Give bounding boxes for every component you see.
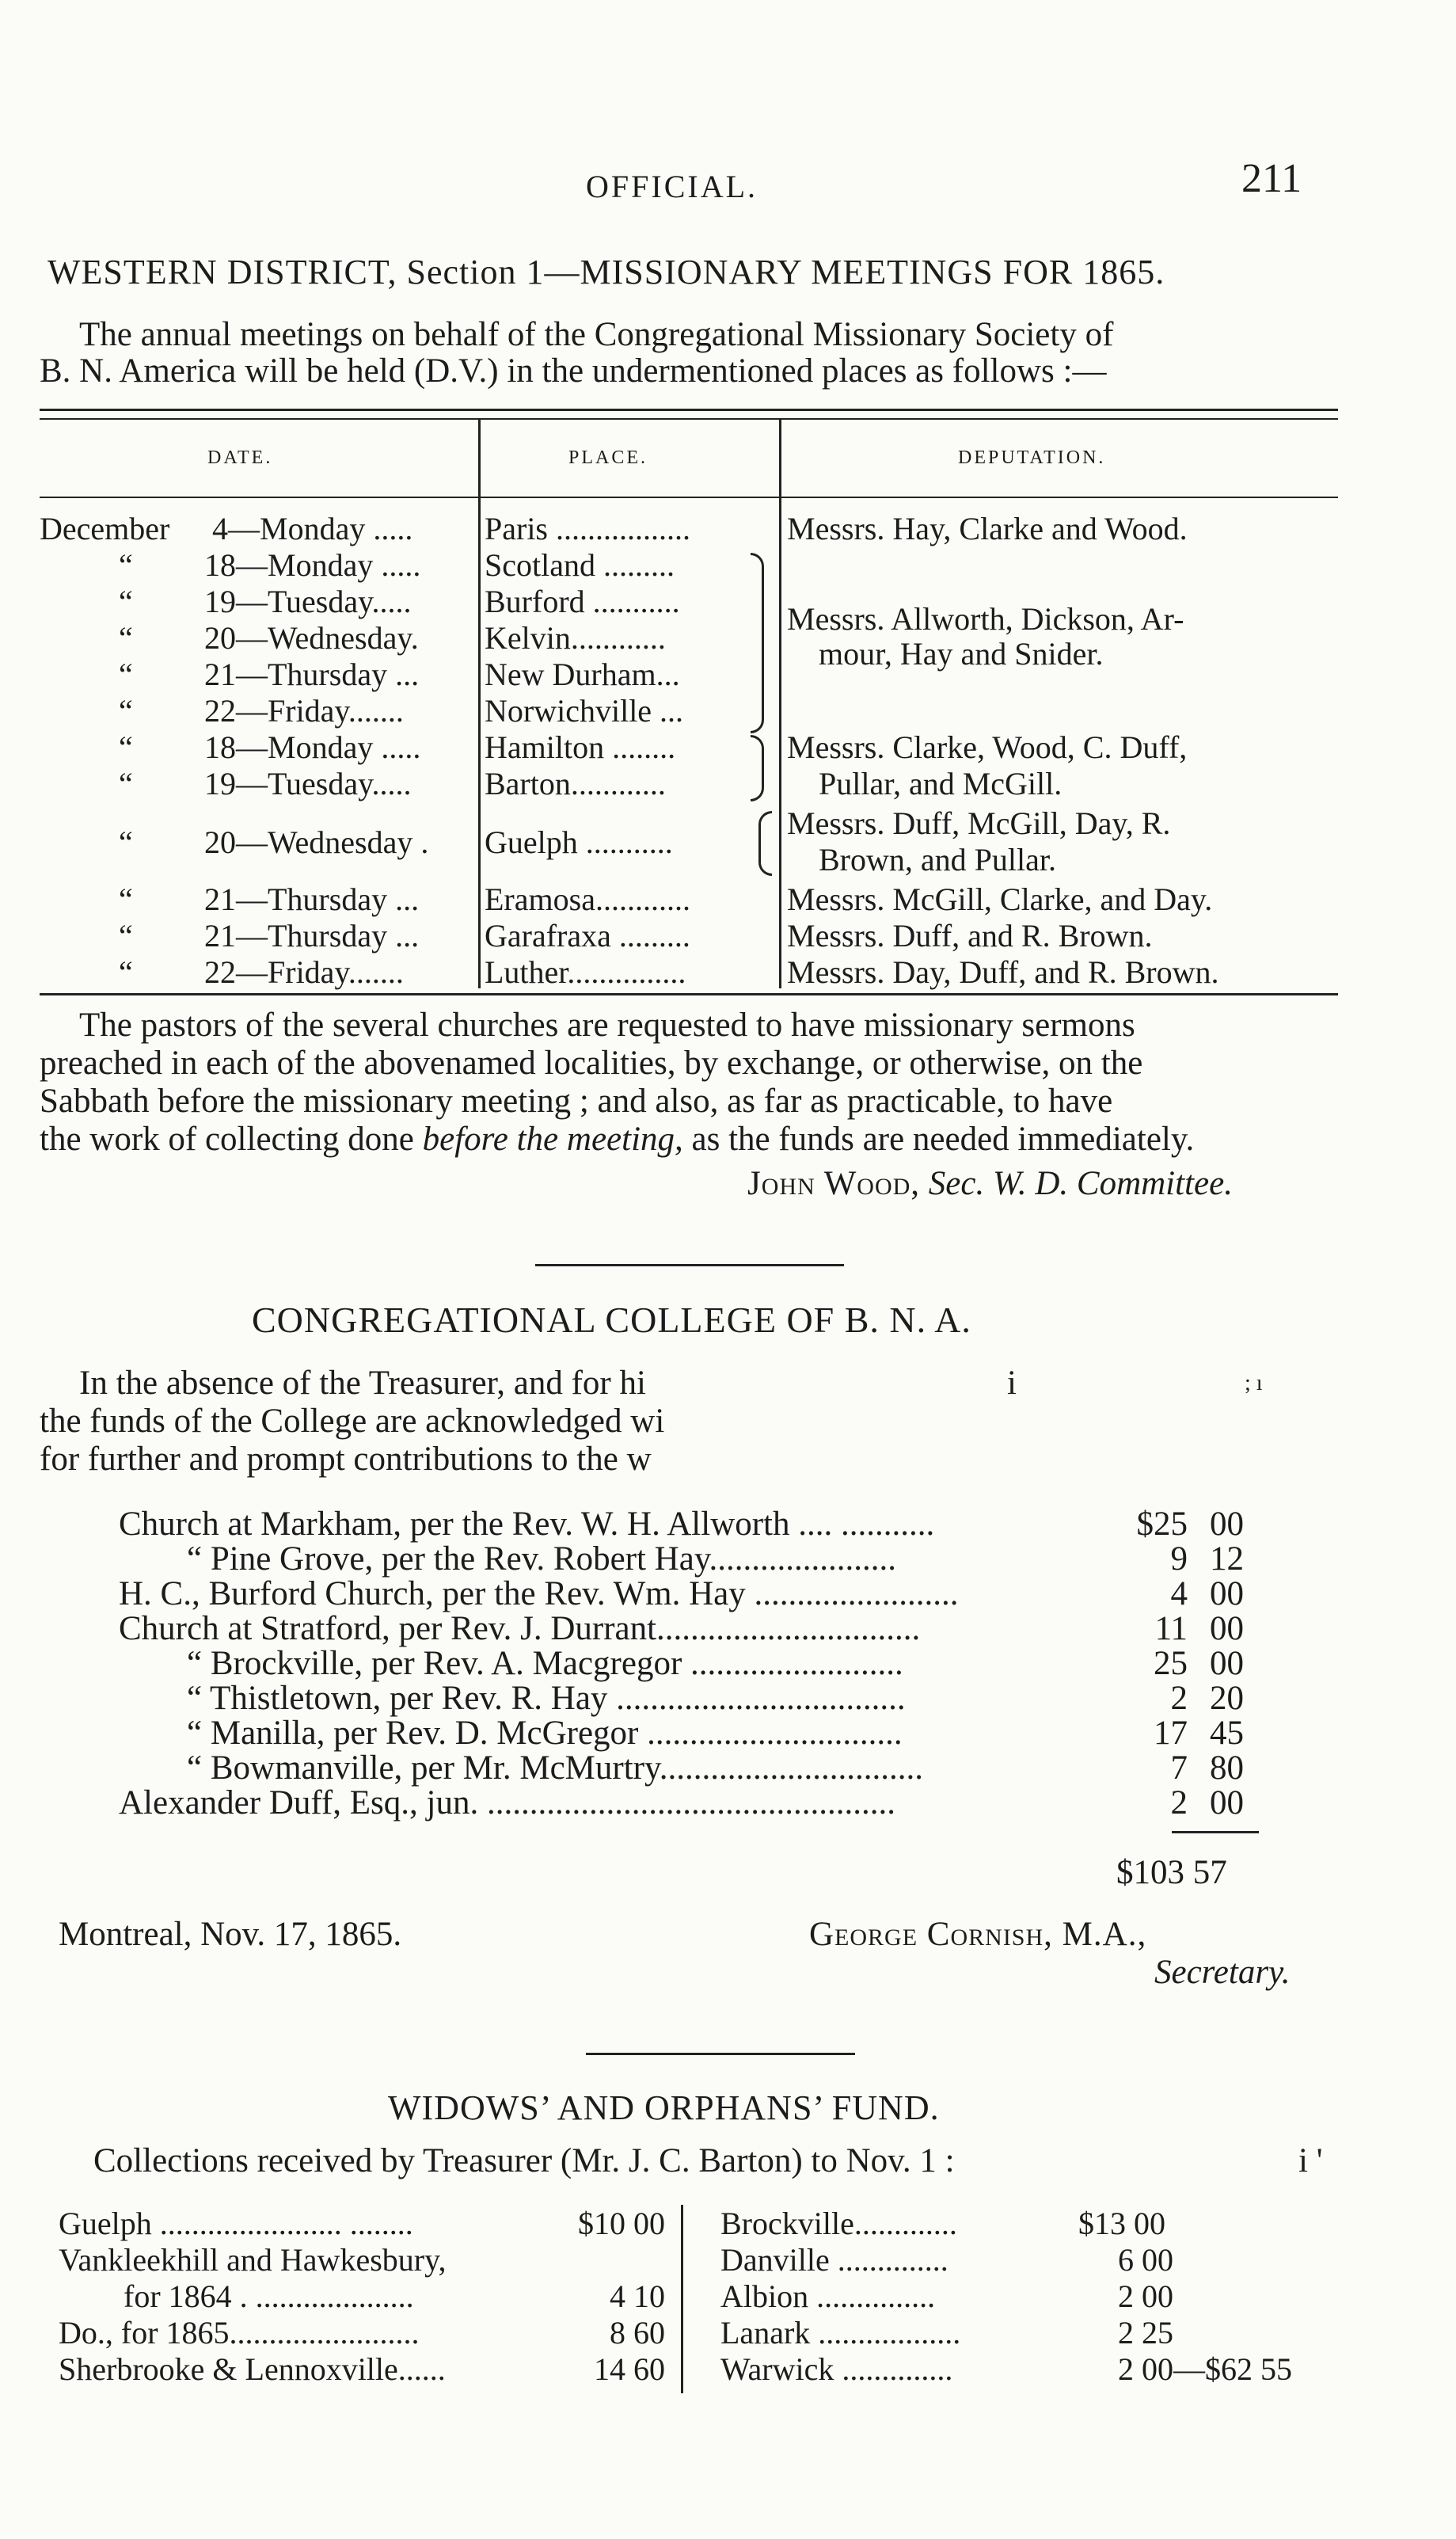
row-day: 21—Thursday ... bbox=[204, 918, 420, 954]
widows-amount: 2 25 bbox=[1118, 2315, 1173, 2351]
para-italic: before the meeting, bbox=[422, 1121, 683, 1158]
contribution-cents: 00 bbox=[1210, 1645, 1244, 1682]
table-header-rule bbox=[40, 497, 1338, 498]
table-col-divider-2 bbox=[779, 418, 781, 988]
stray-mark: i bbox=[1007, 1365, 1017, 1402]
widows-label: Guelph ....................... ........ bbox=[59, 2206, 413, 2241]
row-day: 4—Monday ..... bbox=[212, 511, 413, 546]
row-place: New Durham... bbox=[485, 657, 680, 692]
section-divider-2 bbox=[586, 2053, 855, 2055]
college-intro-line: In the absence of the Treasurer, and for hi bbox=[79, 1365, 646, 1402]
contribution-dollars: 17 bbox=[1154, 1715, 1188, 1752]
contribution-dollars: 11 bbox=[1154, 1610, 1188, 1647]
row-place: Garafraxa ......... bbox=[485, 918, 690, 954]
row-month: “ bbox=[119, 824, 133, 860]
row-day: 20—Wednesday. bbox=[204, 620, 419, 656]
row-place: Guelph ........... bbox=[485, 824, 673, 860]
contribution-dollars: 9 bbox=[1170, 1540, 1188, 1578]
row-day: 18—Monday ..... bbox=[204, 729, 421, 765]
contribution-label: Alexander Duff, Esq., jun. ................................................ bbox=[119, 1784, 895, 1821]
contribution-dollars: 4 bbox=[1170, 1575, 1188, 1612]
place-group-brace-2 bbox=[751, 735, 764, 801]
row-place: Barton............ bbox=[485, 766, 666, 801]
contribution-label: “ Bowmanville, per Mr. McMurtry............................... bbox=[187, 1749, 923, 1787]
row-month: “ bbox=[119, 547, 133, 583]
contribution-label: “ Thistletown, per Rev. R. Hay .................................. bbox=[187, 1680, 906, 1717]
contribution-label: H. C., Burford Church, per the Rev. Wm. Hay ........................ bbox=[119, 1575, 959, 1612]
contributions-total: $103 57 bbox=[1116, 1854, 1227, 1891]
pastors-paragraph-line: Sabbath before the missionary meeting ; and also, as far as practicable, to have bbox=[40, 1083, 1113, 1120]
widows-amount: 2 00 bbox=[1118, 2278, 1173, 2314]
stray-mark: i ' bbox=[1298, 2142, 1323, 2179]
contribution-dollars: 2 bbox=[1170, 1784, 1188, 1821]
section-divider bbox=[535, 1264, 844, 1266]
widows-column-divider bbox=[681, 2205, 683, 2393]
row-day: 18—Monday ..... bbox=[204, 547, 421, 583]
contribution-label: “ Pine Grove, per the Rev. Robert Hay...................... bbox=[187, 1540, 897, 1578]
row-day: 22—Friday....... bbox=[204, 693, 404, 729]
row-day: 21—Thursday ... bbox=[204, 881, 420, 917]
widows-amount: $10 00 bbox=[578, 2206, 665, 2241]
contribution-dollars: $25 bbox=[1136, 1506, 1188, 1543]
row-month: “ bbox=[119, 657, 133, 692]
widows-amount: 6 00 bbox=[1118, 2242, 1173, 2278]
table-col-divider-1 bbox=[478, 418, 481, 988]
table-bottom-rule bbox=[40, 993, 1338, 995]
widows-label: Danville .............. bbox=[720, 2242, 948, 2278]
row-day: 22—Friday....... bbox=[204, 954, 404, 990]
widows-label: Albion ............... bbox=[720, 2278, 936, 2314]
widows-label: Sherbrooke & Lennoxville...... bbox=[59, 2351, 446, 2387]
widows-label: Warwick .............. bbox=[720, 2351, 953, 2387]
contribution-cents: 00 bbox=[1210, 1506, 1244, 1543]
contribution-label: Church at Stratford, per Rev. J. Durrant............................... bbox=[119, 1610, 921, 1647]
deputation-brace bbox=[758, 811, 772, 876]
para-text: as the funds are needed immediately. bbox=[691, 1121, 1195, 1158]
widows-amount: 8 60 bbox=[610, 2315, 665, 2351]
row-day: 21—Thursday ... bbox=[204, 657, 420, 692]
contribution-cents: 00 bbox=[1210, 1784, 1244, 1821]
deputation-text: Messrs. Hay, Clarke and Wood. bbox=[787, 511, 1188, 546]
row-month: “ bbox=[119, 584, 133, 619]
deputation-text: Messrs. Allworth, Dickson, Ar- bbox=[787, 601, 1184, 637]
college-signer: George Cornish, M.A., bbox=[809, 1916, 1147, 1953]
row-month: “ bbox=[119, 766, 133, 801]
college-title: CONGREGATIONAL COLLEGE OF B. N. A. bbox=[252, 1300, 971, 1340]
contribution-cents: 00 bbox=[1210, 1610, 1244, 1647]
western-title: WESTERN DISTRICT, Section 1—MISSIONARY MEETINGS FOR 1865. bbox=[48, 253, 1165, 291]
row-month: “ bbox=[119, 693, 133, 729]
college-intro-line: the funds of the College are acknowledged wi bbox=[40, 1403, 665, 1440]
row-month: “ bbox=[119, 881, 133, 917]
signature-name: John Wood, bbox=[747, 1165, 921, 1202]
row-place: Luther............... bbox=[485, 954, 686, 990]
total-rule bbox=[1172, 1831, 1259, 1833]
row-place: Paris ................. bbox=[485, 511, 690, 546]
signature-line bbox=[747, 1164, 1233, 1204]
row-day: 20—Wednesday . bbox=[204, 824, 429, 860]
row-day: 19—Tuesday..... bbox=[204, 584, 412, 619]
running-head: OFFICIAL. bbox=[586, 169, 758, 204]
widows-label: for 1864 . .................... bbox=[124, 2278, 414, 2314]
deputation-text: Messrs. Duff, McGill, Day, R. bbox=[787, 805, 1171, 841]
widows-amount: $13 00 bbox=[1078, 2206, 1165, 2241]
widows-amount: 2 00—$62 55 bbox=[1118, 2351, 1292, 2387]
deputation-text: Brown, and Pullar. bbox=[819, 842, 1056, 877]
college-place-date: Montreal, Nov. 17, 1865. bbox=[59, 1916, 402, 1953]
pastors-paragraph-last-line bbox=[40, 1120, 1194, 1159]
pastors-paragraph-line: preached in each of the abovenamed localities, by exchange, or otherwise, on the bbox=[40, 1045, 1143, 1082]
pastors-paragraph-line: The pastors of the several churches are requested to have missionary sermons bbox=[79, 1007, 1135, 1044]
widows-title: WIDOWS’ AND ORPHANS’ FUND. bbox=[388, 2088, 940, 2127]
signature-title: Sec. W. D. Committee. bbox=[928, 1165, 1233, 1202]
contribution-cents: 45 bbox=[1210, 1715, 1244, 1752]
page-number: 211 bbox=[1241, 156, 1302, 201]
row-day: 19—Tuesday..... bbox=[204, 766, 412, 801]
col-header-date: DATE. bbox=[207, 447, 273, 468]
table-top-rule-2 bbox=[40, 418, 1338, 420]
row-month: “ bbox=[119, 954, 133, 990]
widows-amount: 4 10 bbox=[610, 2278, 665, 2314]
deputation-text: Messrs. Day, Duff, and R. Brown. bbox=[787, 954, 1219, 990]
row-place: Norwichville ... bbox=[485, 693, 684, 729]
widows-intro: Collections received by Treasurer (Mr. J. C. Barton) to Nov. 1 : bbox=[93, 2142, 955, 2179]
place-group-brace-1 bbox=[751, 553, 764, 733]
deputation-text: Messrs. Duff, and R. Brown. bbox=[787, 918, 1153, 954]
row-month: “ bbox=[119, 918, 133, 954]
contribution-dollars: 25 bbox=[1154, 1645, 1188, 1682]
stray-mark: ; ı bbox=[1245, 1371, 1263, 1395]
widows-label: Do., for 1865........................ bbox=[59, 2315, 420, 2351]
row-place: Hamilton ........ bbox=[485, 729, 676, 765]
para-text: the work of collecting done bbox=[40, 1121, 414, 1158]
college-signer-title: Secretary. bbox=[1154, 1954, 1291, 1991]
deputation-text: mour, Hay and Snider. bbox=[819, 636, 1104, 672]
row-month: “ bbox=[119, 620, 133, 656]
contribution-dollars: 2 bbox=[1170, 1680, 1188, 1717]
contribution-label: “ Manilla, per Rev. D. McGregor .............................. bbox=[187, 1715, 903, 1752]
col-header-place: PLACE. bbox=[568, 447, 648, 468]
contribution-label: Church at Markham, per the Rev. W. H. Allworth .... ........... bbox=[119, 1506, 935, 1543]
row-place: Burford ........... bbox=[485, 584, 680, 619]
widows-label: Brockville............. bbox=[720, 2206, 957, 2241]
widows-amount: 14 60 bbox=[594, 2351, 665, 2387]
deputation-text: Messrs. Clarke, Wood, C. Duff, bbox=[787, 729, 1188, 765]
contribution-cents: 20 bbox=[1210, 1680, 1244, 1717]
widows-label: Vankleekhill and Hawkesbury, bbox=[59, 2242, 447, 2278]
row-place: Kelvin............ bbox=[485, 620, 666, 656]
contribution-cents: 12 bbox=[1210, 1540, 1244, 1578]
table-top-rule bbox=[40, 409, 1338, 411]
deputation-text: Messrs. McGill, Clarke, and Day. bbox=[787, 881, 1213, 917]
row-place: Scotland ......... bbox=[485, 547, 675, 583]
row-place: Eramosa............ bbox=[485, 881, 690, 917]
row-month: “ bbox=[119, 729, 133, 765]
contribution-cents: 00 bbox=[1210, 1575, 1244, 1612]
contribution-dollars: 7 bbox=[1170, 1749, 1188, 1787]
contribution-cents: 80 bbox=[1210, 1749, 1244, 1787]
college-intro-line: for further and prompt contributions to the w bbox=[40, 1441, 652, 1478]
deputation-text: Pullar, and McGill. bbox=[819, 766, 1063, 801]
contribution-label: “ Brockville, per Rev. A. Macgregor ......................... bbox=[187, 1645, 903, 1682]
row-month: December bbox=[40, 511, 170, 546]
western-intro-line1: The annual meetings on behalf of the Congregational Missionary Society of bbox=[79, 316, 1114, 353]
col-header-deputation: DEPUTATION. bbox=[958, 447, 1106, 468]
western-intro-line2: B. N. America will be held (D.V.) in the undermentioned places as follows :— bbox=[40, 352, 1107, 390]
widows-label: Lanark .................. bbox=[720, 2315, 961, 2351]
